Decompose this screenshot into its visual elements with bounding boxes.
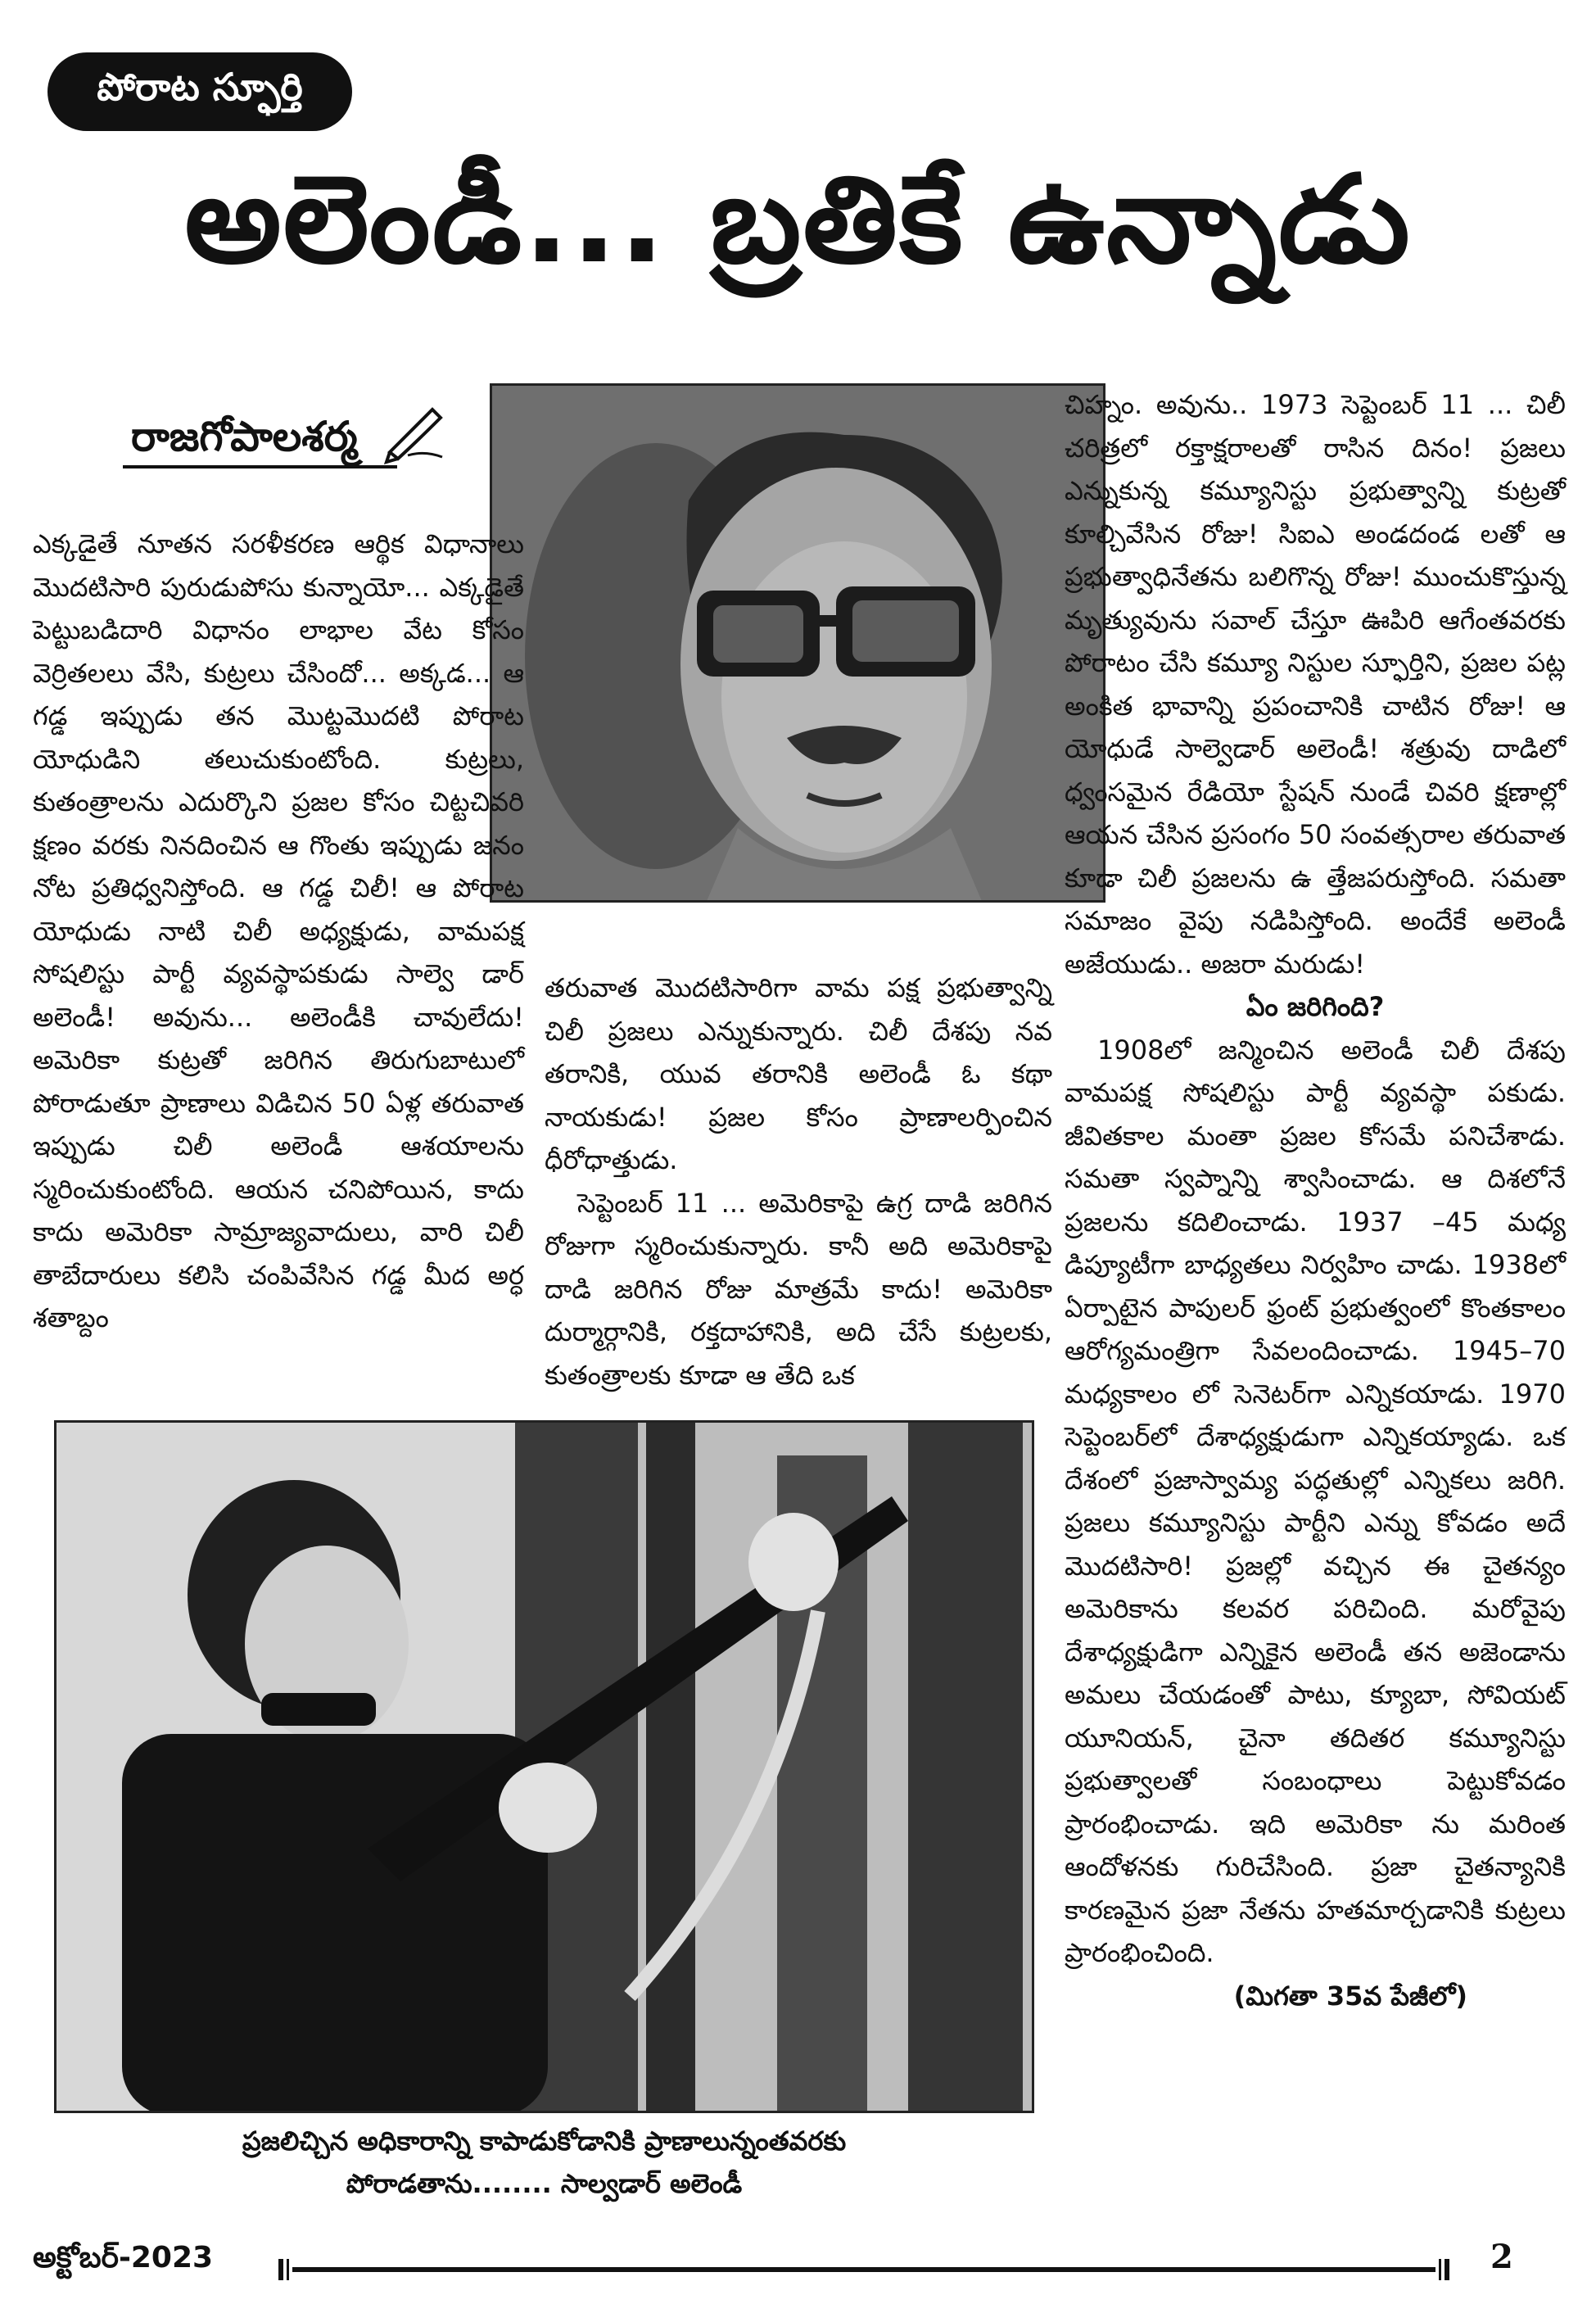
- byline-author: రాజగోపాలశర్మ: [131, 413, 358, 460]
- allende-portrait-image: [490, 383, 1105, 903]
- rifle-photo-illustration: [57, 1423, 1034, 2113]
- portrait-illustration: [492, 386, 1105, 903]
- article-paragraph: తరువాత మొదటిసారిగా వామ పక్ష ప్రభుత్వాన్ని చిలీ ప్రజలు ఎన్నుకున్నారు. చిలీ దేశపు నవ తరానికి, యువ తరానికి అలెండీ ఓ కథా నాయకుడు! ప్రజల కోసం ప్రాణాలర్పించిన ధీరోధాత్తుడు.: [545, 972, 1052, 1175]
- byline: [123, 401, 450, 475]
- allende-rifle-photo: [54, 1420, 1034, 2113]
- photo-caption: [54, 2113, 1034, 2211]
- caption-line-1: ప్రజలిచ్చిన అధికారాన్ని కాపాడుకోడానికి ప్రాణాలున్నంతవరకు: [242, 2125, 847, 2157]
- pen-icon: [383, 401, 449, 467]
- continued-note: (మిగతా 35వ పేజీలో): [1233, 1980, 1467, 2012]
- page-number: 2: [1490, 2238, 1513, 2276]
- caption-line-2: పోరాడతాను........ సాల్వడార్ అలెండీ: [346, 2168, 743, 2199]
- section-subheading: ఏం జరిగింది?: [1246, 991, 1385, 1022]
- article-paragraph: ఎక్కడైతే నూతన సరళీకరణ ఆర్థిక విధానాలు మొదటిసారి పురుడుపోసు కున్నాయో... ఎక్కడైతే పెట్టుబడిదారి విధానం లాభాల వేట కోసం వెర్రితలలు వేసి, కుట్రలు చేసిందో... అక్కడ... ఆ గడ్డ ఇప్పుడు తన మొట్టమొదటి పోరాట యోధుడిని తలుచుకుంటోంది. కుట్రలు, కుతంత్రాలను ఎదుర్కొని ప్రజల కోసం చిట్టచివరి క్షణం వరకు నినదించిన ఆ గొంతు ఇప్పుడు జనం నోట ప్రతిధ్వనిస్తోంది. ఆ గడ్డ చిలీ! ఆ పోరాట యోధుడు నాటి చిలీ అధ్యక్షుడు, వామపక్ష సోషలిస్టు పార్టీ వ్యవస్థాపకుడు సాల్వె డార్ అలెండీ! అవును... అలెండీకి చావులేదు! అమెరికా కుట్రతో జరిగిన తిరుగుబాటులో పోరాడుతూ ప్రాణాలు విడిచిన 50 ఏళ్ల తరువాత ఇప్పుడు చిలీ అలెండీ ఆశయాలను స్మరించుకుంటోంది. ఆయన చనిపోయిన, కాదు కాదు అమెరికా సామ్రాజ్యవాదులు, వారి చిలీ తాబేదారులు కలిసి చంపివేసిన గడ్డ మీద అర్ధ శతాబ్దం: [33, 528, 524, 1333]
- article-paragraph: 1908లో జన్మించిన అలెండీ చిలీ దేశపు వామపక్ష సోషలిస్టు పార్టీ వ్యవస్థా పకుడు. జీవితకాల మంతా ప్రజల కోసమే పనిచేశాడు. సమతా స్వప్నాన్ని శ్వాసించాడు. ఆ దిశలోనే ప్రజలను కదిలించాడు. 1937 –45 మధ్య డిప్యూటీగా బాధ్యతలు నిర్వహిం చాడు. 1938లో ఏర్పాటైన పాపులర్ ఫ్రంట్ ప్రభుత్వంలో కొంతకాలం ఆరోగ్యమంత్రిగా సేవలందించాడు. 1945–70 మధ్యకాలం లో సెనెటర్‌గా ఎన్నికయాడు. 1970 సెప్టెంబర్‌లో దేశాధ్యక్షుడుగా ఎన్నికయ్యాడు. ఒక దేశంలో ప్రజాస్వామ్య పద్ధతుల్లో ఎన్నికలు జరిగి. ప్రజలు కమ్యూనిస్టు పార్టీని ఎన్ను కోవడం అదే మొదటిసారి! ప్రజల్లో వచ్చిన ఈ చైతన్యం అమెరికాను కలవర పరిచింది. మరోవైపు దేశాధ్యక్షుడిగా ఎన్నికైన అలెండీ తన అజెండాను అమలు చేయడంతో పాటు, క్యూబా, సోవియట్ యూనియన్, చైనా తదితర కమ్యూనిస్టు ప్రభుత్వాలతో సంబంధాలు పెట్టుకోవడం ప్రారంభించాడు. ఇది అమెరికా ను మరింత ఆందోళనకు గురిచేసింది. ప్రజా చైతన్యానికి కారణమైన ప్రజా నేతను హతమార్చడానికి కుట్రలు ప్రారంభించింది.: [1065, 1034, 1566, 1968]
- article-column-1: [33, 523, 524, 1340]
- footer-date: అక్టోబర్-2023: [33, 2241, 214, 2274]
- article-column-3: [1065, 383, 1566, 2017]
- article-column-2: [545, 966, 1052, 1396]
- footer-rule: [278, 2259, 1449, 2280]
- headline: అలెండీ... బ్రతికే ఉన్నాడు: [184, 149, 1412, 290]
- byline-underline: [123, 465, 397, 468]
- article-paragraph: చిహ్నం. అవును.. 1973 సెప్టెంబర్ 11 ... చిలీ చరిత్రలో రక్తాక్షరాలతో రాసిన దినం! ప్రజలు ఎన్నుకున్న కమ్యూనిస్టు ప్రభుత్వాన్ని కుట్రతో కూల్చివేసిన రోజు! సిఐఎ అండదండ లతో ఆ ప్రభుత్వాధినేతను బలిగొన్న రోజు! ముంచుకొస్తున్న మృత్యువును సవాల్ చేస్తూ ఊపిరి ఆగేంతవరకు పోరాటం చేసి కమ్యూ నిస్టుల స్ఫూర్తిని, ప్రజల పట్ల అంకిత భావాన్ని ప్రపంచానికి చాటిన రోజు! ఆ యోధుడే సాల్వెడార్ అలెండీ! శత్రువు దాడిలో ధ్వంసమైన రేడియో స్టేషన్ నుండే చివరి క్షణాల్లో ఆయన చేసిన ప్రసంగం 50 సంవత్సరాల తరువాత కూడా చిలీ ప్రజలను ఉ త్తేజపరుస్తోంది. సమతా సమాజం వైపు నడిపిస్తోంది. అందేకే అలెండీ అజేయుడు.. అజరా మరుడు!: [1065, 389, 1566, 980]
- section-tag: పోరాట స్ఫూర్తి: [47, 52, 352, 131]
- article-paragraph: సెప్టెంబర్ 11 ... అమెరికాపై ఉగ్ర దాడి జరిగిన రోజుగా స్మరించుకున్నారు. కానీ అది అమెరికాపై దాడి జరిగిన రోజు మాత్రమే కాదు! అమెరికా దుర్మార్గానికి, రక్తదాహానికి, అది చేసే కుట్రలకు, కుతంత్రాలకు కూడా ఆ తేది ఒక: [545, 1187, 1052, 1391]
